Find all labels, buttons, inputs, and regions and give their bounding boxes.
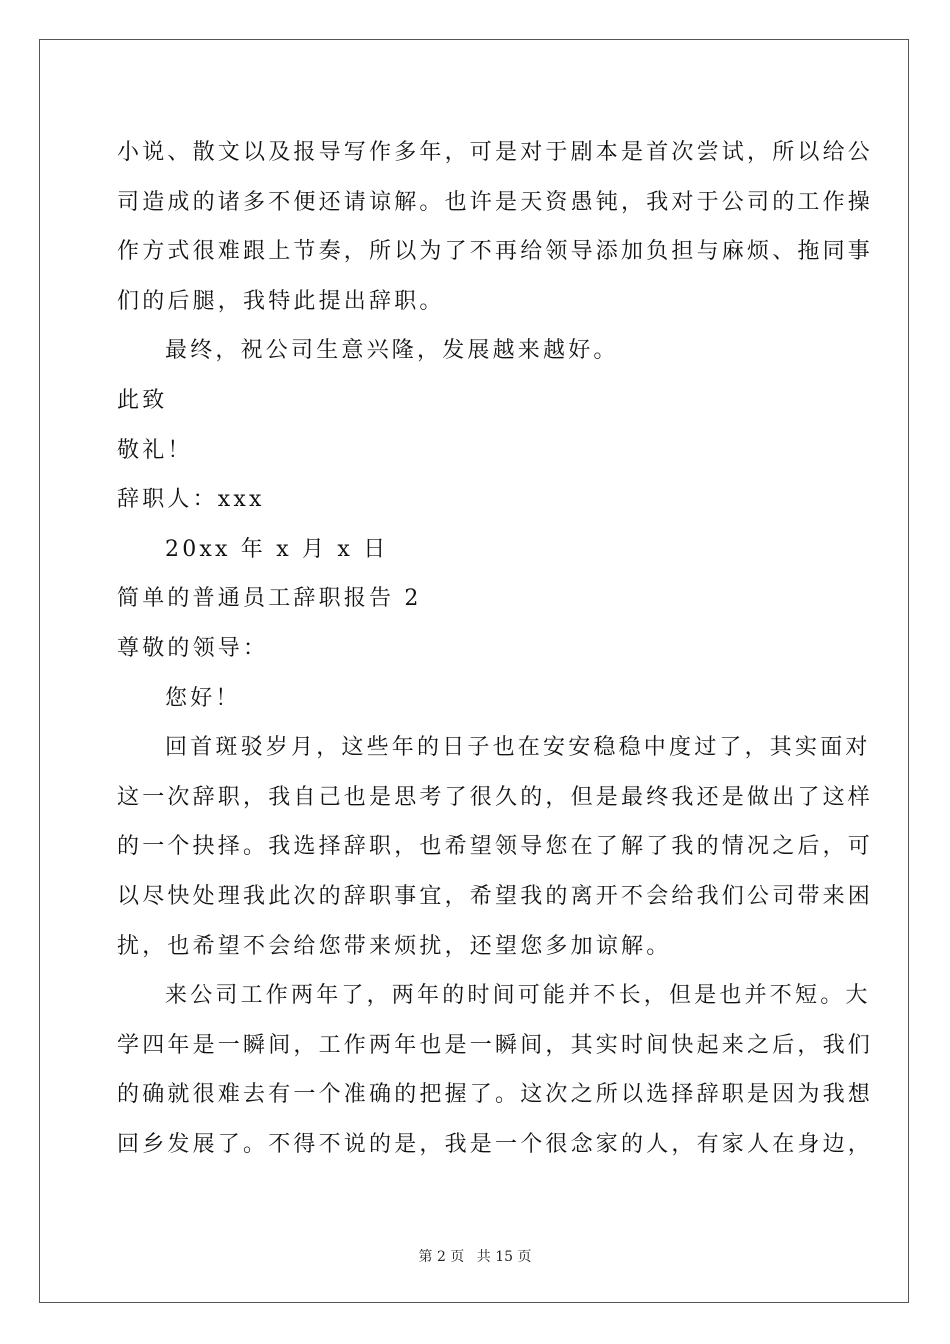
text-line: 这一次辞职，我自己也是思考了很久的，但是最终我还是做出了这样 — [117, 784, 874, 810]
text-line: 敬礼！ — [117, 437, 193, 463]
text-line: 辞职人：xxx — [117, 487, 265, 513]
text-line: 小说、散文以及报导写作多年，可是对于剧本是首次尝试，所以给公 — [117, 140, 874, 165]
text-line: 以尽快处理我此次的辞职事宜，希望我的离开不会给我们公司带来困 — [117, 883, 874, 909]
page-footer — [0, 1246, 950, 1266]
text-line: 的确就很难去有一个准确的把握了。这次之所以选择辞职是因为我想 — [117, 1082, 874, 1108]
text-line: 尊敬的领导： — [117, 635, 269, 661]
text-line: 20xx 年 x 月 x 日 — [165, 536, 389, 562]
text-line: 回首斑驳岁月，这些年的日子也在安安稳稳中度过了，其实面对 — [165, 735, 871, 761]
text-line: 回乡发展了。不得不说的是，我是一个很念家的人，有家人在身边， — [117, 1131, 874, 1157]
page-total: 共 15 页 — [476, 1249, 532, 1265]
document-body — [117, 128, 874, 1169]
text-line: 作方式很难跟上节奏，所以为了不再给领导添加负担与麻烦、拖同事 — [117, 239, 874, 265]
text-line: 们的后腿，我特此提出辞职。 — [117, 288, 445, 314]
text-line: 司造成的诸多不便还请谅解。也许是天资愚钝，我对于公司的工作操 — [117, 189, 874, 215]
text-line: 此致 — [117, 387, 168, 413]
text-line: 学四年是一瞬间，工作两年也是一瞬间，其实时间快起来之后，我们 — [117, 1032, 874, 1058]
text-line: 扰，也希望不会给您带来烦扰，还望您多加谅解。 — [117, 933, 672, 959]
text-line: 的一个抉择。我选择辞职，也希望领导您在了解了我的情况之后，可 — [117, 834, 874, 860]
text-line: 您好！ — [165, 685, 241, 711]
text-line: 来公司工作两年了，两年的时间可能并不长，但是也并不短。大 — [165, 983, 871, 1009]
page-number: 第 2 页 — [418, 1249, 465, 1265]
text-line: 简单的普通员工辞职报告 2 — [117, 586, 422, 612]
text-line: 最终，祝公司生意兴隆，发展越来越好。 — [165, 338, 619, 364]
